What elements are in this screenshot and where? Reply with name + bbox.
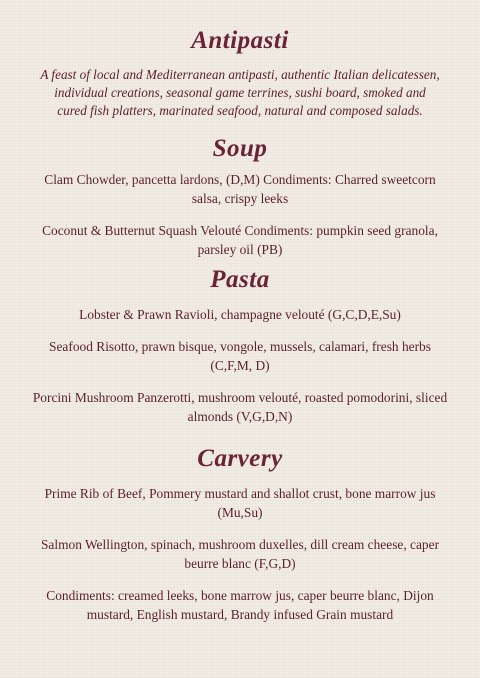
menu-item: Coconut & Butternut Squash Velouté Condiments: pumpkin seed granola, parsley oil (PB) — [42, 223, 438, 257]
menu-item: Porcini Mushroom Panzerotti, mushroom velouté, roasted pomodorini, sliced almonds (V,G,D,N) — [32, 390, 448, 424]
section-title-antipasti: Antipasti — [191, 27, 289, 54]
carvery-list — [0, 484, 480, 624]
menu-item: Condiments: creamed leeks, bone marrow jus, caper beurre blanc, Dijon mustard, English mustard, Brandy infused Grain mustard — [46, 588, 434, 622]
menu-item: Clam Chowder, pancetta lardons, (D,M) Condiments: Charred sweetcorn salsa, crispy leeks — [44, 172, 436, 206]
antipasti-description: A feast of local and Mediterranean antipasti, authentic Italian delicatessen, individual creations, seasonal game terrines, sushi board, smoked and cured fish platters, marinated seafood, natural and composed salads. — [40, 67, 440, 118]
menu-item: Seafood Risotto, prawn bisque, vongole, mussels, calamari, fresh herbs (C,F,M, D) — [49, 339, 431, 373]
menu-item: Salmon Wellington, spinach, mushroom duxelles, dill cream cheese, caper beurre blanc (F,G,D) — [40, 537, 440, 571]
menu-item: Prime Rib of Beef, Pommery mustard and shallot crust, bone marrow jus (Mu,Su) — [44, 486, 436, 520]
section-title-carvery: Carvery — [197, 445, 283, 472]
section-title-soup: Soup — [212, 135, 268, 162]
soup-list — [0, 170, 480, 259]
pasta-list — [0, 305, 480, 426]
menu-item: Lobster & Prawn Ravioli, champagne velouté (G,C,D,E,Su) — [79, 307, 401, 322]
section-title-pasta: Pasta — [210, 266, 270, 293]
